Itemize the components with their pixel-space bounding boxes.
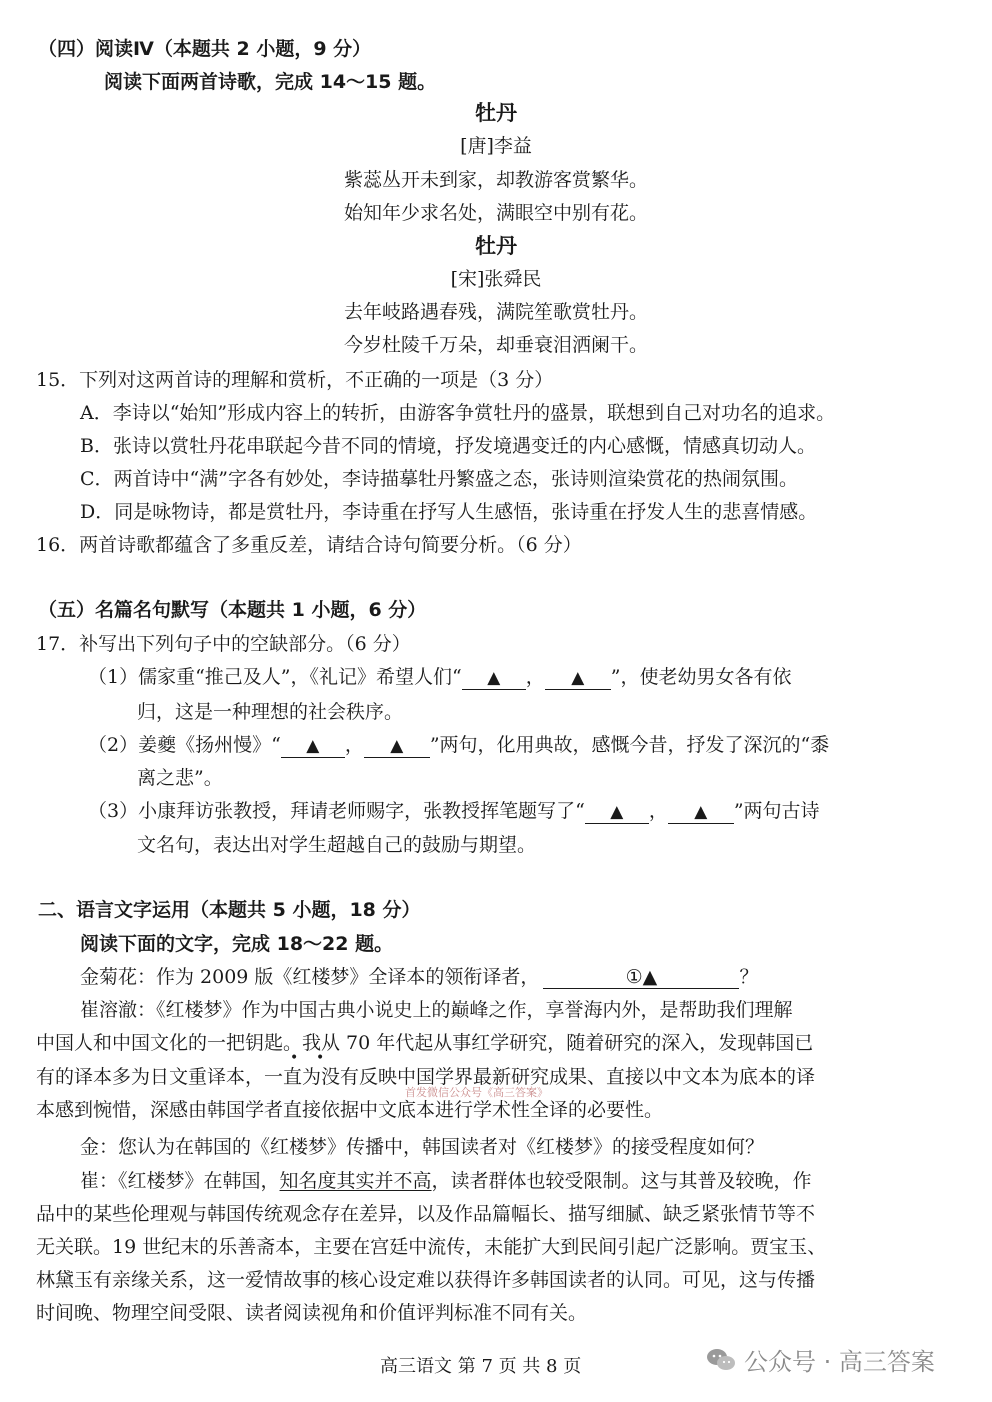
q17-item3-cont: 文名句，表达出对学生超越自己的鼓励与期望。 xyxy=(137,834,537,856)
dialogue-jin-1: 金菊花：作为 2009 版《红楼梦》全译本的领衔译者， ①▲ ？ xyxy=(80,966,759,988)
q17-item2-cont: 离之悲”。 xyxy=(137,767,223,789)
section-reading4-heading: （四）阅读Ⅳ（本题共 2 小题，9 分） xyxy=(38,38,372,60)
poem2-line1: 去年岐路遇春残，满院笙歌赏牡丹。 xyxy=(343,301,648,323)
underlined-phrase: 知名度其实并不高 xyxy=(279,1170,432,1192)
q17-item3: （3）小康拜访张教授，拜请老师赐字，张教授挥笔题写了“ ▲ ， ▲ ”两句古诗 xyxy=(88,800,820,822)
poem1-line2: 始知年少求名处，满眼空中别有花。 xyxy=(343,202,648,224)
dialogue-cui-2-line1: 崔：《红楼梦》在韩国，知名度其实并不高，读者群体也较受限制。这与其普及较晚，作 xyxy=(80,1170,812,1192)
q15-option-b: B．张诗以赏牡丹花串联起今昔不同的情境，抒发境遇变迁的内心感慨，情感真切动人。 xyxy=(80,435,816,457)
emphasis-dot: • xyxy=(290,1050,299,1066)
section-language-heading: 二、语言文字运用（本题共 5 小题，18 分） xyxy=(38,899,421,921)
answer-blank[interactable]: ▲ xyxy=(462,666,526,690)
q15-stem: 15．下列对这两首诗的理解和赏析，不正确的一项是（3 分） xyxy=(36,369,554,391)
answer-blank[interactable]: ▲ xyxy=(545,666,611,690)
q16-stem: 16．两首诗歌都蕴含了多重反差，请结合诗句简要分析。（6 分） xyxy=(36,534,582,556)
dialogue-cui-2-line3: 无关联。19 世纪末的乐善斋本，主要在宫廷中流传，未能扩大到民间引起广泛影响。贾宝玉、 xyxy=(36,1236,827,1258)
dialogue-cui-2-line5: 时间晚、物理空间受限、读者阅读视角和价值评判标准不同有关。 xyxy=(36,1302,588,1324)
watermark-text: 公众号 · 高三答案 xyxy=(744,1348,935,1376)
watermark-red-text: 首发微信公众号《高三答案》 xyxy=(405,1086,548,1099)
q15-option-a: A．李诗以“始知”形成内容上的转折，由游客争赏牡丹的盛景，联想到自己对功名的追求。 xyxy=(80,402,836,424)
poem1-line1: 紫蕊丛开未到家，却教游客赏繁华。 xyxy=(343,169,648,191)
dialogue-cui-2-line4: 林黛玉有亲缘关系，这一爱情故事的核心设定难以获得许多韩国读者的认同。可见，这与传播 xyxy=(36,1269,816,1291)
answer-blank[interactable]: ▲ xyxy=(281,734,345,758)
dialogue-cui-1-line2: 中国人和中国文化的一把钥匙。我从 70 年代起从事红学研究，随着研究的深入，发现韩国已 xyxy=(36,1032,814,1054)
poem2-title: 牡丹 xyxy=(475,234,517,258)
language-instruction: 阅读下面的文字，完成 18～22 题。 xyxy=(80,933,394,955)
dialogue-cui-1-line1: 崔溶澈：《红楼梦》作为中国古典小说史上的巅峰之作，享誉海内外，是帮助我们理解 xyxy=(80,999,793,1021)
poem2-line2: 今岁杜陵千万朵，却垂衰泪洒阑干。 xyxy=(343,334,648,356)
poem1-author: [唐]李益 xyxy=(460,135,532,157)
section-dictation-heading: （五）名篇名句默写（本题共 1 小题，6 分） xyxy=(38,599,427,621)
emphasis-dot: • xyxy=(316,1050,325,1066)
answer-blank-1[interactable]: ①▲ xyxy=(543,966,739,989)
answer-blank[interactable]: ▲ xyxy=(364,734,430,758)
watermark xyxy=(706,1342,935,1377)
answer-blank[interactable]: ▲ xyxy=(585,800,649,824)
q17-item1: （1）儒家重“推己及人”，《礼记》希望人们“ ▲ ， ▲ ”，使老幼男女各有依 xyxy=(88,666,792,688)
poem1-title: 牡丹 xyxy=(475,101,517,125)
q17-item2: （2）姜夔《扬州慢》“ ▲ ， ▲ ”两句，化用典故，感慨今昔，抒发了深沉的“黍 xyxy=(88,734,830,756)
dialogue-cui-1-line3: 有的译本多为日文重译本，一直为没有反映中国学界最新研究成果、直接以中文本为底本的译 xyxy=(36,1066,816,1088)
q15-option-d: D．同是咏物诗，都是赏牡丹，李诗重在抒写人生感悟，张诗重在抒发人生的悲喜情感。 xyxy=(80,501,818,523)
wechat-icon xyxy=(706,1347,736,1373)
dialogue-cui-1-line4: 本感到惋惜，深感由韩国学者直接依据中文底本进行学术性全译的必要性。 xyxy=(36,1099,664,1121)
page-footer: 高三语文 第 7 页 共 8 页 xyxy=(380,1356,582,1377)
dialogue-jin-2: 金：您认为在韩国的《红楼梦》传播中，韩国读者对《红楼梦》的接受程度如何？ xyxy=(80,1136,765,1158)
answer-blank[interactable]: ▲ xyxy=(668,800,734,824)
dialogue-cui-2-line2: 品中的某些伦理观与韩国传统观念存在差异，以及作品篇幅长、描写细腻、缺乏紧张情节等不 xyxy=(36,1203,816,1225)
q15-option-c: C．两首诗中“满”字各有妙处，李诗描摹牡丹繁盛之态，张诗则渲染赏花的热闹氛围。 xyxy=(80,468,798,490)
poem2-author: [宋]张舜民 xyxy=(450,268,542,290)
q17-item1-cont: 归，这是一种理想的社会秩序。 xyxy=(137,701,404,723)
reading4-instruction: 阅读下面两首诗歌，完成 14～15 题。 xyxy=(104,71,437,93)
q17-stem: 17．补写出下列句子中的空缺部分。（6 分） xyxy=(36,633,411,655)
